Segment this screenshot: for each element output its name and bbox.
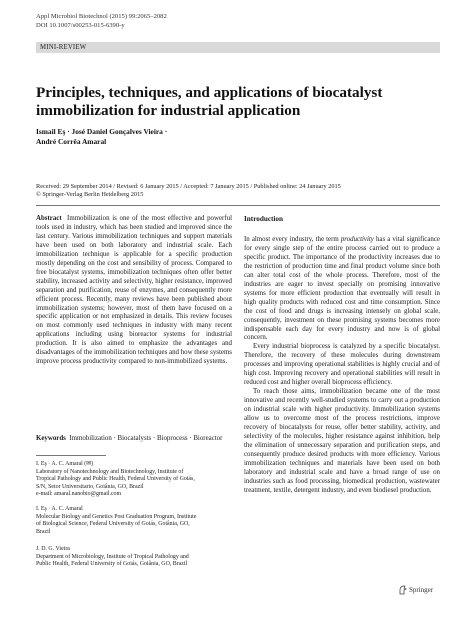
authors-line-1: Ismail Eş · José Daniel Gonçalves Vieira · (36, 127, 168, 136)
authors-line-2: André Corrêa Amaral (36, 136, 107, 146)
affiliation-3 (36, 546, 232, 569)
abstract-block (36, 215, 232, 367)
affiliation-2 (36, 506, 232, 536)
intro-p1-rest: has a vital significance for every single step of the entire process carried out to produce a specific product. The importance of the productivity increases due to the restriction of production time and final product volume since both can alter total cost of the whole process. Therefore, most of the industries are eager to invest specially on promising innovative systems for more efficient production that eventually will result in high quality products with reduced cost and time consumption. Since the cost of food and drugs is increasing intensely on global scale, consequently, investment on these promising systems becomes more indispensable each day for every industry and now is of global concern. (244, 236, 440, 342)
keywords-text: Immobilization · Biocatalysts · Bioprocess · Bioreactor (69, 435, 223, 442)
affiliation-line: S/N, Setor Universitario, Goiânia, GO, Brazil (36, 483, 144, 490)
intro-paragraph-2: Every industrial bioprocess is catalyzed by a specific biocatalyst. Therefore, the recovery of these molecules during downstream processes and improving operational stabilities is highly crucial and of high cost. Improving recovery and operational stabilities will result in reduced cost and higher overall bioprocess efficiency. (244, 343, 440, 387)
abstract-label: Abstract (36, 215, 62, 222)
footnote-divider (36, 455, 106, 456)
affiliation-line: Molecular Biology and Genetics Post Graduation Program, Institute (36, 513, 197, 520)
introduction-block (244, 215, 440, 496)
intro-p1-emphasis: productivity (340, 236, 374, 243)
affiliation-1 (36, 461, 232, 499)
intro-paragraph-1 (244, 236, 440, 343)
affiliation-line: Laboratory of Nanotechnology and Biotechnology, Institute of (36, 468, 184, 475)
author-list (36, 127, 336, 146)
springer-horse-icon (398, 585, 407, 595)
journal-header (36, 13, 167, 30)
publisher-logo (398, 585, 433, 595)
header-divider (36, 205, 440, 206)
publisher-name: Springer (409, 586, 434, 594)
abstract-text: Immobilization is one of the most effective and powerful tools used in industry, which has been studied and improved since the last century. Various immobilization techniques and support materials have been used on both laboratory and industrial scale. Each immobilization technique is applicable for a specific production mostly depending on the cost and sensibility of process. Compared to free biocatalyst systems, immobilization techniques often offer better stability, increased activity and selectivity, higher resistance, improved separation and purification, reuse of enzymes, and consequently more efficient process. Recently, many reviews have been published about immobilization systems; however, most of them have focused on a specific application or not emphasized in details. This review focuses on most commonly used techniques in industry with many recent applications including using bioreactor systems for industrial production. It is also aimed to emphasize the advantages and disadvantages of the immobilization techniques and how these systems improve process productivity compared to non-immobilized systems. (36, 215, 232, 366)
affiliation-names: I. Eş · A. C. Amaral (✉) (36, 461, 94, 467)
keywords-block (36, 435, 232, 444)
affiliation-email[interactable]: e-mail: amaral.nanobio@gmail.com (36, 491, 122, 497)
affiliation-names: J. D. G. Vieira (36, 546, 70, 552)
section-band (36, 42, 440, 53)
section-label: MINI-REVIEW (40, 44, 87, 51)
intro-paragraph-3: To reach those aims, immobilization became one of the most innovative and recently well-studied systems to carry out a production on industrial scale with higher productivity. Immobilization systems allow us to overcome most of the process restrictions, improve recovery of biocatalysts for reuse, offer better stability, activity, and selectivity of the molecules, higher resistance against inhibition, help the elimination of unnecessary separation and purification steps, and consequently produce desired products with more efficiency. Various immobilization techniques and materials have been used on both laboratory and industrial scale and have a broad range of use on industries such as food processing, biomedical production, wastewater treatment, textile, detergent industry, and even biodiesel production. (244, 388, 440, 494)
intro-p1-start: In almost every industry, the term (244, 236, 341, 243)
affiliation-line: Department of Microbiology, Institute of Tropical Pathology and (36, 553, 189, 560)
journal-citation: Appl Microbiol Biotechnol (2015) 99:2065–2082 (36, 13, 167, 20)
introduction-heading: Introduction (244, 215, 284, 223)
article-history (36, 183, 446, 199)
affiliation-names: I. Eş · A. C. Amaral (36, 506, 83, 512)
keywords-label: Keywords (36, 435, 66, 442)
article-title: Principles, techniques, and applications of biocatalyst immobilization for industrial application (36, 84, 383, 119)
affiliation-line: Brazil (36, 528, 51, 535)
affiliation-line: of Biological Science, Federal University of Goiás, Goiânia, GO, (36, 521, 190, 527)
history-dates: Received: 29 September 2014 / Revised: 6 January 2015 / Accepted: 7 January 2015 / Published online: 24 January 2015 (36, 183, 341, 190)
affiliation-line: Tropical Pathology and Public Health, Federal University of Goiás, (36, 476, 195, 482)
affiliation-line: Public Health, Federal University of Goiás, Goiânia, GO, Brazil (36, 561, 188, 567)
doi: DOI 10.1007/s00253-015-6390-y (36, 21, 125, 29)
copyright: © Springer-Verlag Berlin Heidelberg 2015 (36, 191, 144, 198)
